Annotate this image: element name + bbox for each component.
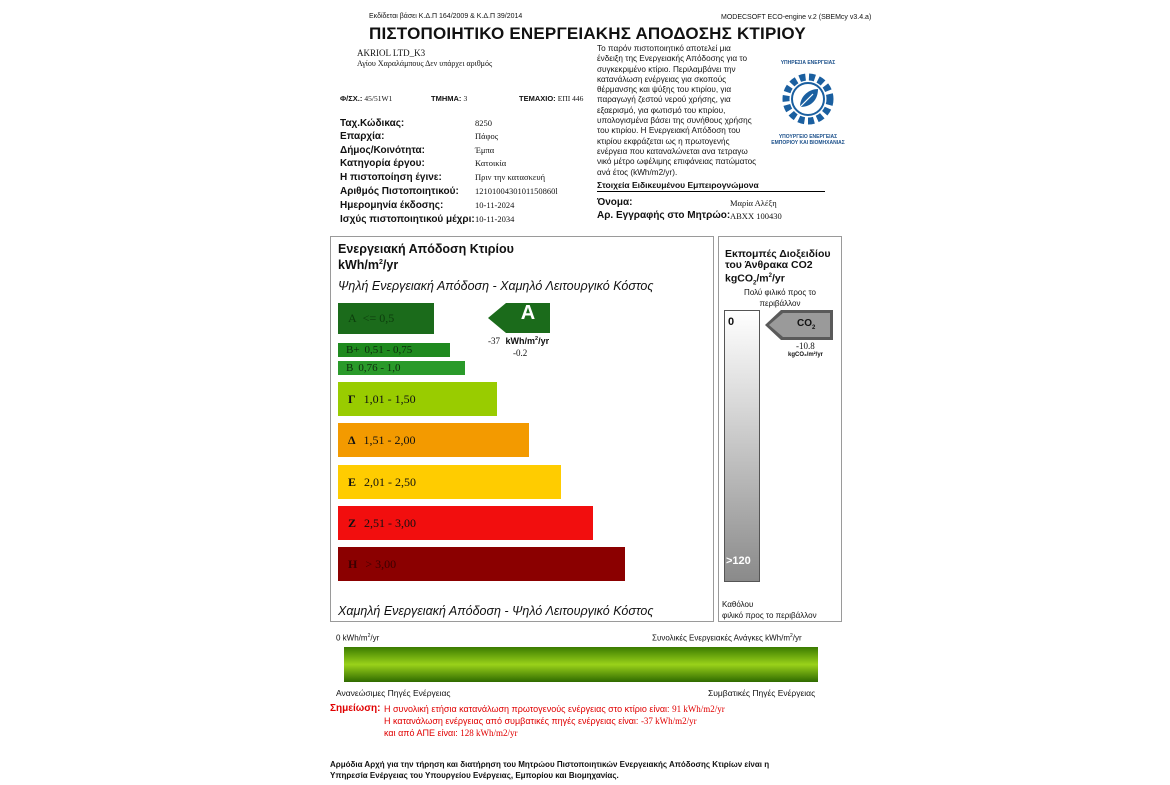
rating-unit-sup: 2: [535, 336, 539, 342]
note-line-2: [384, 716, 697, 726]
certificate-number-value: 1210100430101150860l: [475, 186, 558, 196]
rating-unit: [506, 336, 550, 346]
valid-until-label: Ισχύς πιστοποιητικού μέχρι:: [340, 214, 475, 225]
band-g: [338, 382, 497, 416]
co2-title-line2: του Άνθρακα CO2: [725, 259, 813, 271]
issue-date-label: Ημερομηνία έκδοσης:: [340, 200, 444, 211]
energy-unit-sup: 2: [378, 259, 383, 266]
certification-stage-label: Η πιστοποίηση έγινε:: [340, 172, 442, 183]
expert-reg-value: ABXX 100430: [730, 211, 782, 221]
co2-unit-mid: /m: [756, 272, 769, 285]
section-field: [431, 94, 467, 103]
rating-value: -37: [488, 336, 500, 346]
category-value: Κατοικία: [475, 158, 507, 168]
energy-unit-tail: /yr: [382, 258, 399, 273]
low-efficiency-label: Χαμηλή Ενεργειακή Απόδοση - Ψηλό Λειτουργικό Κόστος: [338, 604, 654, 618]
fsx-label: Φ/ΣΧ.:: [340, 94, 363, 103]
band-g-range: 1,01 - 1,50: [363, 391, 416, 406]
band-z-range: 2,51 - 3,00: [364, 515, 417, 530]
note-line-3: [384, 728, 518, 738]
fsx-field: [340, 94, 392, 103]
issue-date-value: 10-11-2024: [475, 200, 515, 210]
co2-arrow-text: CO: [797, 318, 812, 329]
co2-top-text-line2: περιβάλλον: [759, 299, 801, 308]
co2-value: -10.8: [796, 341, 815, 351]
district-label: Επαρχία:: [340, 131, 385, 142]
footer-line2: Υπηρεσία Ενέργειας του Υπουργείου Ενέργειας, Εμπορίου και Βιομηχανίας.: [330, 771, 619, 780]
co2-unit-sub: 2: [753, 280, 757, 287]
band-b-range: 0,76 - 1,0: [358, 362, 401, 374]
sheet-value: ΕΠΙ 446: [557, 94, 584, 103]
note-line-2-text: Η κατανάλωση ενέργειας από συμβατικές πηγές ενέργειας είναι:: [384, 716, 639, 726]
sheet-label: ΤΕΜΑΧΙΟ:: [519, 94, 556, 103]
band-g-letter: Γ: [348, 391, 356, 406]
logo-bottom-line2: ΕΜΠΟΡΙΟΥ ΚΑΙ ΒΙΟΜΗΧΑΝΙΑΣ: [771, 140, 845, 146]
certification-stage-value: Πριν την κατασκευή: [475, 172, 546, 182]
footer-authority: [330, 759, 769, 781]
co2-unit-main: kgCO: [725, 272, 754, 285]
sheet-field: [519, 94, 583, 103]
logo-bottom-line1: ΥΠΟΥΡΓΕΙΟ ΕΝΕΡΓΕΙΑΣ: [778, 134, 838, 140]
needs-left-tail: /yr: [370, 633, 380, 643]
energy-unit: [338, 256, 514, 272]
needs-left-label: [336, 633, 379, 643]
band-d-letter: Δ: [348, 432, 356, 447]
rating-unit-text: kWh/m: [505, 336, 536, 346]
co2-arrow-sub: 2: [812, 325, 816, 331]
note-line-1-text: Η συνολική ετήσια κατανάλωση πρωτογενούς ενέργειας στο κτίριο είναι:: [384, 704, 670, 714]
band-b-plus: [338, 343, 450, 357]
expert-reg-label: Αρ. Εγγραφής στο Μητρώο:: [597, 210, 731, 221]
owner-address: Αγίου Χαραλάμπους Δεν υπάρχει αριθμός: [357, 59, 493, 68]
energy-unit-text: kWh/m: [338, 258, 379, 273]
co2-bottom-line2: φιλικό προς το περιβάλλον: [722, 611, 817, 620]
ministry-logo: [768, 60, 848, 146]
band-b-plus-letter: B+: [346, 344, 360, 356]
description-line: θέρμανσης και ψύξης του κτιρίου, για: [597, 85, 732, 95]
needs-left-text: 0 kWh/m: [336, 633, 368, 643]
rating-ratio: -0.2: [513, 348, 528, 358]
conventional-label: Συμβατικές Πηγές Ενέργειας: [708, 688, 816, 698]
logo-top-text: ΥΠΗΡΕΣΙΑ ΕΝΕΡΓΕΙΑΣ: [780, 60, 836, 66]
district-value: Πάφος: [475, 131, 499, 141]
co2-scale-top: 0: [728, 316, 735, 328]
co2-title: [725, 249, 830, 290]
municipality-label: Δήμος/Κοινότητα:: [340, 145, 426, 156]
co2-scale-bar: [724, 310, 760, 582]
co2-top-text-line1: Πολύ φιλικό προς το: [744, 288, 816, 297]
expert-divider: [597, 191, 825, 192]
note-line-3-text: και από ΑΠΕ είναι:: [384, 728, 458, 738]
co2-value-unit: kgCO₂/m²/yr: [788, 352, 824, 358]
band-b-plus-range: 0,51 - 0,75: [364, 344, 413, 356]
band-d-range: 1,51 - 2,00: [363, 432, 416, 447]
description-line: συγκεκριμένο κτίριο. Περιλαμβάνει την: [597, 64, 736, 74]
band-a-letter: A: [348, 311, 357, 325]
postcode-value: 8250: [475, 118, 492, 128]
note-line-1: [384, 704, 725, 714]
band-b: [338, 361, 465, 375]
co2-scale-bottom: >120: [726, 555, 751, 567]
band-a-range: <= 0,5: [362, 311, 395, 325]
band-h: [338, 547, 625, 581]
band-e-range: 2,01 - 2,50: [364, 474, 417, 489]
owner-name: AKRIOL LTD_K3: [357, 48, 426, 58]
expert-name-value: Μαρία Αλέξη: [730, 198, 777, 208]
high-efficiency-label: Ψηλή Ενεργειακή Απόδοση - Χαμηλό Λειτουργικό Κόστος: [338, 279, 654, 293]
software-engine: MODECSOFT ECO-engine v.2 (SBEMcy v3.4.a): [721, 14, 872, 21]
legal-basis: Εκδίδεται βάσει Κ.Δ.Π 164/2009 & Κ.Δ.Π 39/2014: [369, 13, 523, 20]
section-value: 3: [463, 94, 468, 103]
description-line: Το παρόν πιστοποιητικό αποτελεί μια: [597, 44, 731, 53]
co2-top-text: [726, 287, 834, 309]
description-line: κτιρίου εκφράζεται ως η πρωτογενής: [597, 136, 730, 146]
energy-title: [338, 242, 514, 272]
description-line: του κτιρίου. Η Ενεργειακή Απόδοση του: [597, 126, 741, 136]
expert-heading: Στοιχεία Ειδικευμένου Εμπειρογνώμονα: [597, 180, 759, 190]
band-h-letter: Η: [348, 556, 358, 571]
certificate-description: [597, 44, 757, 178]
band-z-letter: Ζ: [348, 515, 357, 530]
rating-unit-tail: /yr: [538, 336, 550, 346]
description-line: υπολογισμένα βάσει της συνήθους χρήσης: [597, 116, 752, 126]
needs-left-sup: 2: [367, 633, 371, 639]
band-a: [338, 303, 434, 334]
band-z: [338, 506, 593, 540]
co2-unit-sup: 2: [768, 273, 772, 279]
needs-right-sup: 2: [790, 633, 793, 639]
band-h-range: > 3,00: [365, 556, 397, 571]
description-line: εξαερισμό, για φωτισμό του κτιρίου,: [597, 105, 726, 115]
description-line: κατανάλωση ενέργειας για σκοπούς: [597, 74, 727, 84]
description-line: ένδειξη της Ενεργειακής Απόδοσης για το: [597, 54, 748, 64]
footer-line1: Αρμόδια Αρχή για την τήρηση και διατήρηση του Μητρώου Πιστοποιητικών Ενεργειακής Απόδοσης Κτιρίων είναι η: [330, 760, 770, 769]
energy-needs-bar: [344, 647, 818, 682]
description-line: νικό μέτρο ωφέλιμης επιφάνειας πατώματος: [597, 157, 757, 167]
band-e-letter: Ε: [348, 474, 357, 489]
co2-unit-tail: /yr: [771, 272, 785, 285]
note-line-1-value: 91 kWh/m2/yr: [672, 704, 725, 714]
description-line: παραγωγή ζεστού νερού χρήσης, για: [597, 95, 731, 105]
band-d: [338, 423, 529, 457]
co2-arrow-label: [797, 318, 815, 331]
fsx-value: 45/51W1: [364, 94, 393, 103]
notes-label: Σημείωση:: [330, 703, 381, 714]
municipality-value: Έμπα: [475, 145, 495, 155]
note-line-2-value: -37 kWh/m2/yr: [640, 716, 697, 726]
renewable-label: Ανανεώσιμες Πηγές Ενέργειας: [336, 688, 451, 698]
page-title: ΠΙΣΤΟΠΟΙΗΤΙΚΟ ΕΝΕΡΓΕΙΑΚΗΣ ΑΠΟΔΟΣΗΣ ΚΤΙΡΙΟΥ: [369, 24, 806, 43]
certificate-number-label: Αριθμός Πιστοποιητικού:: [340, 186, 459, 197]
note-line-3-value: 128 kWh/m2/yr: [460, 728, 518, 738]
band-b-letter: B: [346, 362, 354, 374]
rating-letter: A: [520, 302, 536, 324]
section-label: ΤΜΗΜΑ:: [431, 94, 462, 103]
category-label: Κατηγορία έργου:: [340, 158, 425, 169]
co2-bottom-line1: Καθόλου: [722, 600, 754, 609]
description-line: ανά έτος (kWh/m2/yr).: [597, 167, 678, 177]
rating-value-row: [488, 336, 549, 346]
description-line: ενέργεια που καταναλώνεται ανα τετραγω: [597, 146, 748, 156]
needs-right-label: [652, 633, 802, 643]
needs-right-tail: /yr: [792, 633, 802, 643]
expert-name-label: Όνομα:: [597, 197, 633, 208]
co2-bottom-text: [722, 599, 840, 621]
postcode-label: Ταχ.Κώδικας:: [340, 118, 405, 129]
energy-title-line1: Ενεργειακή Απόδοση Κτιρίου: [338, 242, 514, 256]
gear-leaf-icon: [778, 69, 838, 129]
co2-title-line1: Εκπομπές Διοξειδίου: [725, 248, 831, 260]
band-e: [338, 465, 561, 499]
valid-until-value: 10-11-2034: [475, 214, 515, 224]
needs-right-text: Συνολικές Ενεργειακές Ανάγκες kWh/m: [652, 633, 791, 643]
